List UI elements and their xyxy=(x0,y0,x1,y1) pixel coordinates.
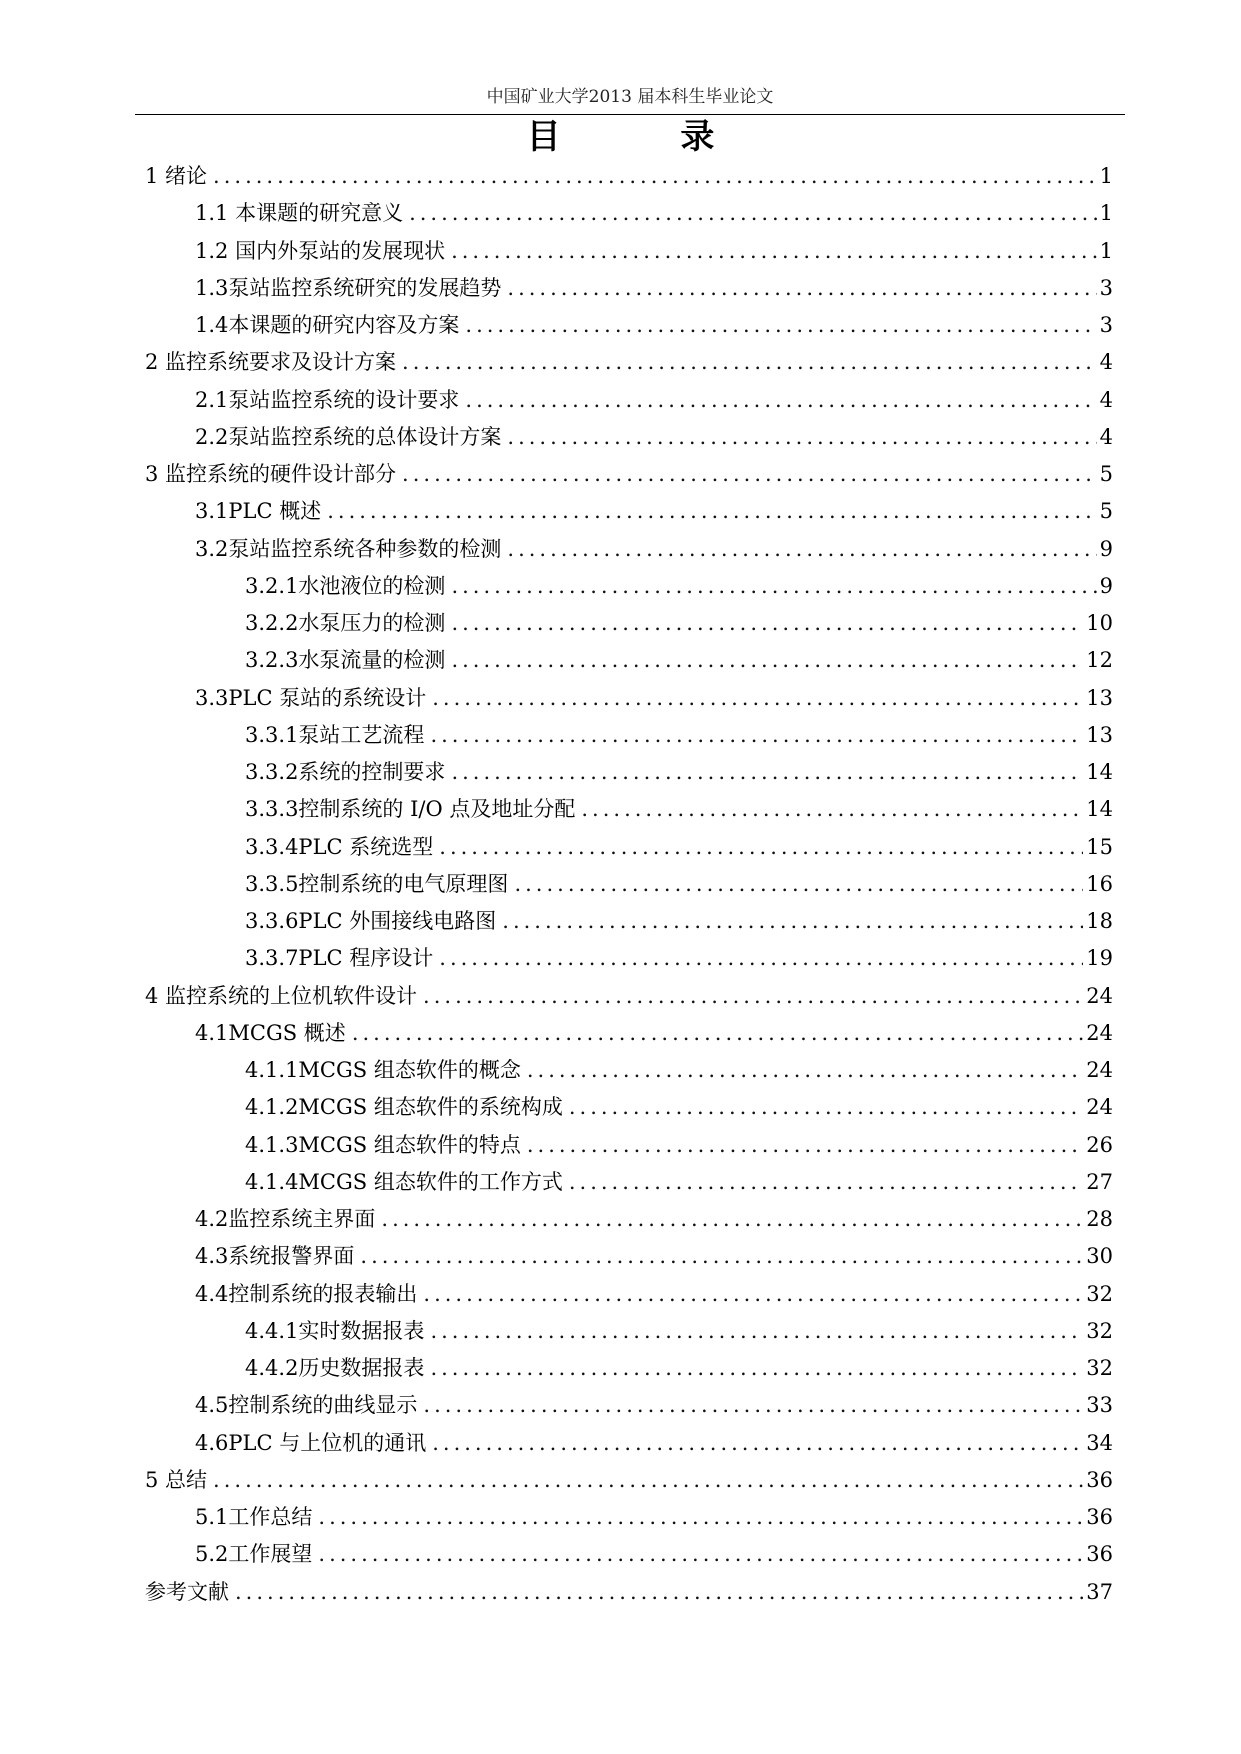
toc-entry-page-number: 14 xyxy=(1086,797,1113,822)
toc-entry[interactable] xyxy=(145,568,1113,605)
toc-entry-page-number: 4 xyxy=(1099,387,1113,412)
toc-entry[interactable] xyxy=(145,903,1113,940)
dot-leader xyxy=(527,1127,1083,1164)
toc-entry-label: 4.6PLC 与上位机的通讯 xyxy=(195,1430,427,1455)
toc-entry-page-number: 34 xyxy=(1086,1430,1113,1455)
dot-leader xyxy=(569,1089,1083,1126)
toc-entry-page-number: 16 xyxy=(1086,871,1113,896)
toc-entry-label: 4.5控制系统的曲线显示 xyxy=(195,1393,418,1418)
toc-entry[interactable] xyxy=(145,1350,1113,1387)
toc-entry-page-number: 24 xyxy=(1086,1020,1113,1045)
toc-entry[interactable] xyxy=(145,493,1113,530)
dot-leader xyxy=(430,717,1083,754)
toc-entry[interactable] xyxy=(145,1089,1113,1126)
toc-entry-label: 3.2.1水池液位的检测 xyxy=(245,573,446,598)
toc-entry[interactable] xyxy=(145,866,1113,903)
toc-entry-page-number: 18 xyxy=(1086,909,1113,933)
toc-entry[interactable] xyxy=(145,456,1113,493)
toc-entry[interactable] xyxy=(145,1387,1113,1424)
toc-entry[interactable] xyxy=(145,233,1113,270)
toc-entry[interactable] xyxy=(145,1164,1113,1201)
toc-entry-page-number: 32 xyxy=(1086,1356,1113,1380)
toc-entry[interactable] xyxy=(145,1238,1113,1275)
toc-entry[interactable] xyxy=(145,642,1113,679)
toc-entry-label: 3.2.3水泵流量的检测 xyxy=(245,648,446,673)
toc-entry-page-number: 28 xyxy=(1086,1207,1113,1231)
dot-leader xyxy=(402,344,1097,381)
toc-entry-label: 5.2工作展望 xyxy=(195,1542,313,1567)
toc-entry-page-number: 24 xyxy=(1086,1058,1113,1082)
toc-entry[interactable] xyxy=(145,1127,1113,1164)
toc-entry-label: 3.3.4PLC 系统选型 xyxy=(245,834,434,859)
dot-leader xyxy=(327,493,1096,530)
toc-entry-label: 3.3PLC 泵站的系统设计 xyxy=(195,685,427,710)
toc-entry-label: 3.3.5控制系统的电气原理图 xyxy=(245,871,509,896)
toc-entry-page-number: 10 xyxy=(1086,611,1113,635)
toc-entry[interactable] xyxy=(145,270,1113,307)
toc-entry-page-number: 36 xyxy=(1086,1505,1113,1529)
dot-leader xyxy=(514,866,1083,903)
dot-leader xyxy=(451,642,1083,679)
toc-entry[interactable] xyxy=(145,754,1113,791)
toc-entry-page-number: 3 xyxy=(1099,275,1113,300)
toc-entry[interactable] xyxy=(145,978,1113,1015)
toc-entry-label: 4.1.1MCGS 组态软件的概念 xyxy=(245,1058,521,1082)
toc-entry-page-number: 36 xyxy=(1086,1467,1113,1492)
toc-entry[interactable] xyxy=(145,717,1113,754)
dot-leader xyxy=(318,1499,1083,1536)
dot-leader xyxy=(409,195,1097,232)
toc-entry-label: 3.3.1泵站工艺流程 xyxy=(245,722,425,747)
toc-entry-page-number: 37 xyxy=(1086,1579,1113,1604)
toc-entry[interactable] xyxy=(145,829,1113,866)
dot-leader xyxy=(451,233,1097,270)
toc-entry-label: 3.2泵站监控系统各种参数的检测 xyxy=(195,536,502,561)
toc-entry-page-number: 36 xyxy=(1086,1542,1113,1567)
toc-entry-page-number: 33 xyxy=(1086,1393,1113,1418)
toc-entry[interactable] xyxy=(145,1462,1113,1499)
dot-leader xyxy=(423,1387,1083,1424)
toc-entry-page-number: 9 xyxy=(1099,536,1113,561)
toc-entry-label: 1.1 本课题的研究意义 xyxy=(195,201,404,226)
toc-entry-label: 4.1.4MCGS 组态软件的工作方式 xyxy=(245,1169,563,1194)
dot-leader xyxy=(527,1052,1083,1089)
toc-entry-label: 3.1PLC 概述 xyxy=(195,499,322,524)
toc-entry-page-number: 5 xyxy=(1099,462,1113,486)
toc-entry-label: 2.2泵站监控系统的总体设计方案 xyxy=(195,424,502,449)
toc-entry[interactable] xyxy=(145,1276,1113,1313)
toc-entry-page-number: 1 xyxy=(1099,201,1113,226)
toc-entry-label: 4.1MCGS 概述 xyxy=(195,1020,346,1045)
dot-leader xyxy=(439,829,1083,866)
dot-leader xyxy=(430,1350,1083,1387)
dot-leader xyxy=(465,307,1096,344)
toc-entry-page-number: 30 xyxy=(1086,1244,1113,1269)
toc-entry-label: 2 监控系统要求及设计方案 xyxy=(145,350,397,375)
toc-entry-page-number: 13 xyxy=(1086,685,1113,710)
toc-entry-page-number: 1 xyxy=(1099,164,1113,188)
toc-entry-page-number: 3 xyxy=(1099,313,1113,337)
toc-entry[interactable] xyxy=(145,1425,1113,1462)
toc-entry-label: 4.3系统报警界面 xyxy=(195,1244,355,1269)
toc-entry[interactable] xyxy=(145,1313,1113,1350)
toc-entry-label: 4.4.1实时数据报表 xyxy=(245,1318,425,1343)
dot-leader xyxy=(581,791,1083,828)
toc-entry-page-number: 19 xyxy=(1086,946,1113,971)
toc-entry-label: 2.1泵站监控系统的设计要求 xyxy=(195,387,460,412)
toc-entry-label: 1.2 国内外泵站的发展现状 xyxy=(195,238,446,263)
toc-entry-page-number: 9 xyxy=(1099,573,1113,598)
dot-leader xyxy=(507,531,1096,568)
toc-entry-label: 1.4本课题的研究内容及方案 xyxy=(195,313,460,337)
toc-entry-label: 3.3.6PLC 外围接线电路图 xyxy=(245,909,497,933)
toc-entry[interactable] xyxy=(145,605,1113,642)
dot-leader xyxy=(430,1313,1083,1350)
toc-entry-page-number: 27 xyxy=(1086,1169,1113,1194)
header-rule xyxy=(135,114,1125,115)
toc-entry-page-number: 32 xyxy=(1086,1318,1113,1343)
toc-entry[interactable] xyxy=(145,531,1113,568)
dot-leader xyxy=(507,419,1096,456)
table-of-contents xyxy=(145,158,1113,1611)
dot-leader xyxy=(451,568,1096,605)
toc-entry-page-number: 13 xyxy=(1086,722,1113,747)
dot-leader xyxy=(352,1015,1083,1052)
toc-entry[interactable] xyxy=(145,158,1113,195)
dot-leader xyxy=(439,940,1083,977)
dot-leader xyxy=(569,1164,1083,1201)
toc-entry[interactable] xyxy=(145,195,1113,232)
toc-entry-page-number: 15 xyxy=(1086,834,1113,859)
toc-entry-page-number: 12 xyxy=(1086,648,1113,673)
dot-leader xyxy=(402,456,1097,493)
dot-leader xyxy=(451,605,1083,642)
toc-entry-page-number: 14 xyxy=(1086,760,1113,784)
toc-entry-page-number: 26 xyxy=(1086,1132,1113,1157)
dot-leader xyxy=(507,270,1096,307)
dot-leader xyxy=(235,1574,1083,1611)
toc-entry-label: 3.3.2系统的控制要求 xyxy=(245,760,446,784)
dot-leader xyxy=(432,1425,1083,1462)
toc-entry-label: 1.3泵站监控系统研究的发展趋势 xyxy=(195,275,502,300)
toc-entry[interactable] xyxy=(145,940,1113,977)
toc-entry[interactable] xyxy=(145,1574,1113,1611)
toc-entry[interactable] xyxy=(145,791,1113,828)
toc-entry-page-number: 4 xyxy=(1099,424,1113,449)
running-header: 中国矿业大学2013 届本科生毕业论文 xyxy=(486,87,774,107)
toc-entry-page-number: 4 xyxy=(1099,350,1113,375)
toc-entry-label: 3 监控系统的硬件设计部分 xyxy=(145,462,397,486)
dot-leader xyxy=(213,158,1097,195)
dot-leader xyxy=(432,680,1083,717)
toc-entry-page-number: 32 xyxy=(1086,1281,1113,1306)
toc-entry-label: 参考文献 xyxy=(145,1579,229,1604)
toc-entry-page-number: 24 xyxy=(1086,1095,1113,1120)
dot-leader xyxy=(360,1238,1083,1275)
toc-entry-label: 4.4.2历史数据报表 xyxy=(245,1356,425,1380)
dot-leader xyxy=(318,1536,1083,1573)
toc-entry-label: 3.2.2水泵压力的检测 xyxy=(245,611,446,635)
dot-leader xyxy=(423,1276,1083,1313)
toc-title: 目 录 xyxy=(526,117,769,157)
toc-entry-label: 4.1.3MCGS 组态软件的特点 xyxy=(245,1132,521,1157)
toc-entry-page-number: 1 xyxy=(1099,238,1113,263)
dot-leader xyxy=(502,903,1083,940)
toc-entry-page-number: 24 xyxy=(1086,983,1113,1008)
toc-entry-label: 3.3.7PLC 程序设计 xyxy=(245,946,434,971)
toc-entry[interactable] xyxy=(145,344,1113,381)
toc-entry[interactable] xyxy=(145,1052,1113,1089)
toc-entry[interactable] xyxy=(145,680,1113,717)
toc-entry-label: 5.1工作总结 xyxy=(195,1505,313,1529)
dot-leader xyxy=(423,978,1083,1015)
toc-entry-label: 4.2监控系统主界面 xyxy=(195,1207,376,1231)
dot-leader xyxy=(465,382,1096,419)
dot-leader xyxy=(451,754,1083,791)
toc-entry-label: 1 绪论 xyxy=(145,164,208,188)
toc-entry-label: 4.4控制系统的报表输出 xyxy=(195,1281,418,1306)
toc-entry[interactable] xyxy=(145,382,1113,419)
toc-entry[interactable] xyxy=(145,1201,1113,1238)
dot-leader xyxy=(213,1462,1083,1499)
toc-entry-label: 4 监控系统的上位机软件设计 xyxy=(145,983,418,1008)
toc-entry[interactable] xyxy=(145,307,1113,344)
toc-entry-label: 4.1.2MCGS 组态软件的系统构成 xyxy=(245,1095,563,1120)
toc-entry-label: 3.3.3控制系统的 I/O 点及地址分配 xyxy=(245,797,576,822)
toc-entry[interactable] xyxy=(145,1015,1113,1052)
dot-leader xyxy=(381,1201,1083,1238)
toc-entry[interactable] xyxy=(145,1536,1113,1573)
toc-entry[interactable] xyxy=(145,419,1113,456)
toc-entry-page-number: 5 xyxy=(1099,499,1113,524)
toc-entry-label: 5 总结 xyxy=(145,1467,208,1492)
toc-entry[interactable] xyxy=(145,1499,1113,1536)
